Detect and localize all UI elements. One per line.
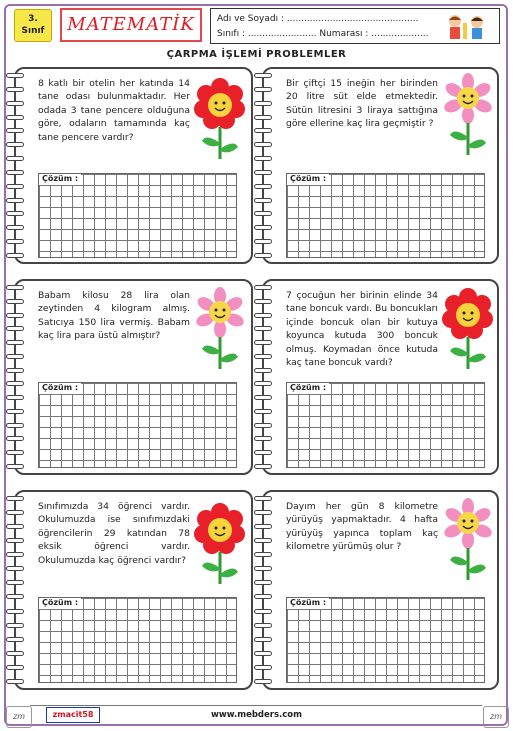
solution-grid[interactable] [38,173,237,258]
footer-logo-right: zm [483,706,509,728]
problem-card-1 [14,67,253,264]
flower-icon [194,502,246,586]
grade-number: 3. [28,14,38,24]
solution-grid[interactable] [38,382,237,468]
footer-site-link[interactable]: www.mebders.com [210,710,302,720]
solution-grid[interactable] [286,173,485,258]
problem-card-4 [262,279,499,475]
solution-label: Çözüm : [287,383,329,394]
footer-logo-left: zm [6,706,32,728]
spiral-binding [254,496,274,684]
flower-icon [194,77,246,161]
spiral-binding [6,285,26,469]
problem-card-2 [262,67,499,264]
children-illustration [443,13,493,41]
problem-card-6 [262,490,499,690]
class-line: Sınıfı : ........................ Numarası : .................... [217,29,429,39]
student-info-box [210,8,500,44]
flower-icon [442,498,494,582]
solution-grid[interactable] [286,597,485,683]
footer-divider [30,705,482,706]
spiral-binding [254,285,274,469]
problem-text: 7 çocuğun her birinin elinde 34 tane boncuk vardı. Bu boncukları içinde boncuk olan bir kutuya koyunca kutuda 300 boncuk olmuş. Koymadan önce kutuda kaç tane boncuk vardı? [286,290,438,369]
spiral-binding [254,73,274,258]
section-title: ÇARPMA İŞLEMİ PROBLEMLER [166,49,347,60]
grade-badge [14,9,52,42]
problem-text: Bir çiftçi 15 ineğin her birinden 20 litre süt elde etmektedir. Sütün litresini 3 liraya sattığına göre ellerine kaç lira geçmiştir ? [286,78,438,130]
flower-icon [442,73,494,157]
flower-icon [442,287,494,371]
solution-label: Çözüm : [287,598,329,609]
problem-text: Dayım her gün 8 kilometre yürüyüş yapmaktadır. 4 hafta yürüyüş yapınca toplam kaç kilometre yürümüş olur ? [286,501,438,553]
spiral-binding [6,496,26,684]
grade-label: Sınıf [21,26,45,36]
solution-label: Çözüm : [287,174,329,185]
solution-grid[interactable] [286,382,485,468]
flower-icon [194,287,246,371]
spiral-binding [6,73,26,258]
solution-label: Çözüm : [39,174,81,185]
solution-grid[interactable] [38,597,237,683]
problem-text: Babam kilosu 28 lira olan zeytinden 4 kilogram almış. Satıcıya 150 lira vermiş. Babam kaç lira para üstü almıştır? [38,290,190,342]
solution-label: Çözüm : [39,598,81,609]
author-tag: zmacit58 [46,707,100,723]
problem-card-3 [14,279,253,475]
problem-text: Sınıfımızda 34 öğrenci vardır. Okulumuzda ise sınıfımızdaki öğrencilerin 29 katından 78 eksik öğrenci vardır. Okulumuzda kaç öğrenci vardır? [38,501,190,566]
subject-title: MATEMATİK [60,8,202,42]
problem-text: 8 katlı bir otelin her katında 14 tane odası bulunmaktadır. Her odada 3 tane pencere olduğuna göre, odaların tamamında kaç tane pencere vardır? [38,78,190,143]
solution-label: Çözüm : [39,383,81,394]
name-line: Adı ve Soyadı : .............................................. [217,14,419,24]
problem-card-5 [14,490,253,690]
